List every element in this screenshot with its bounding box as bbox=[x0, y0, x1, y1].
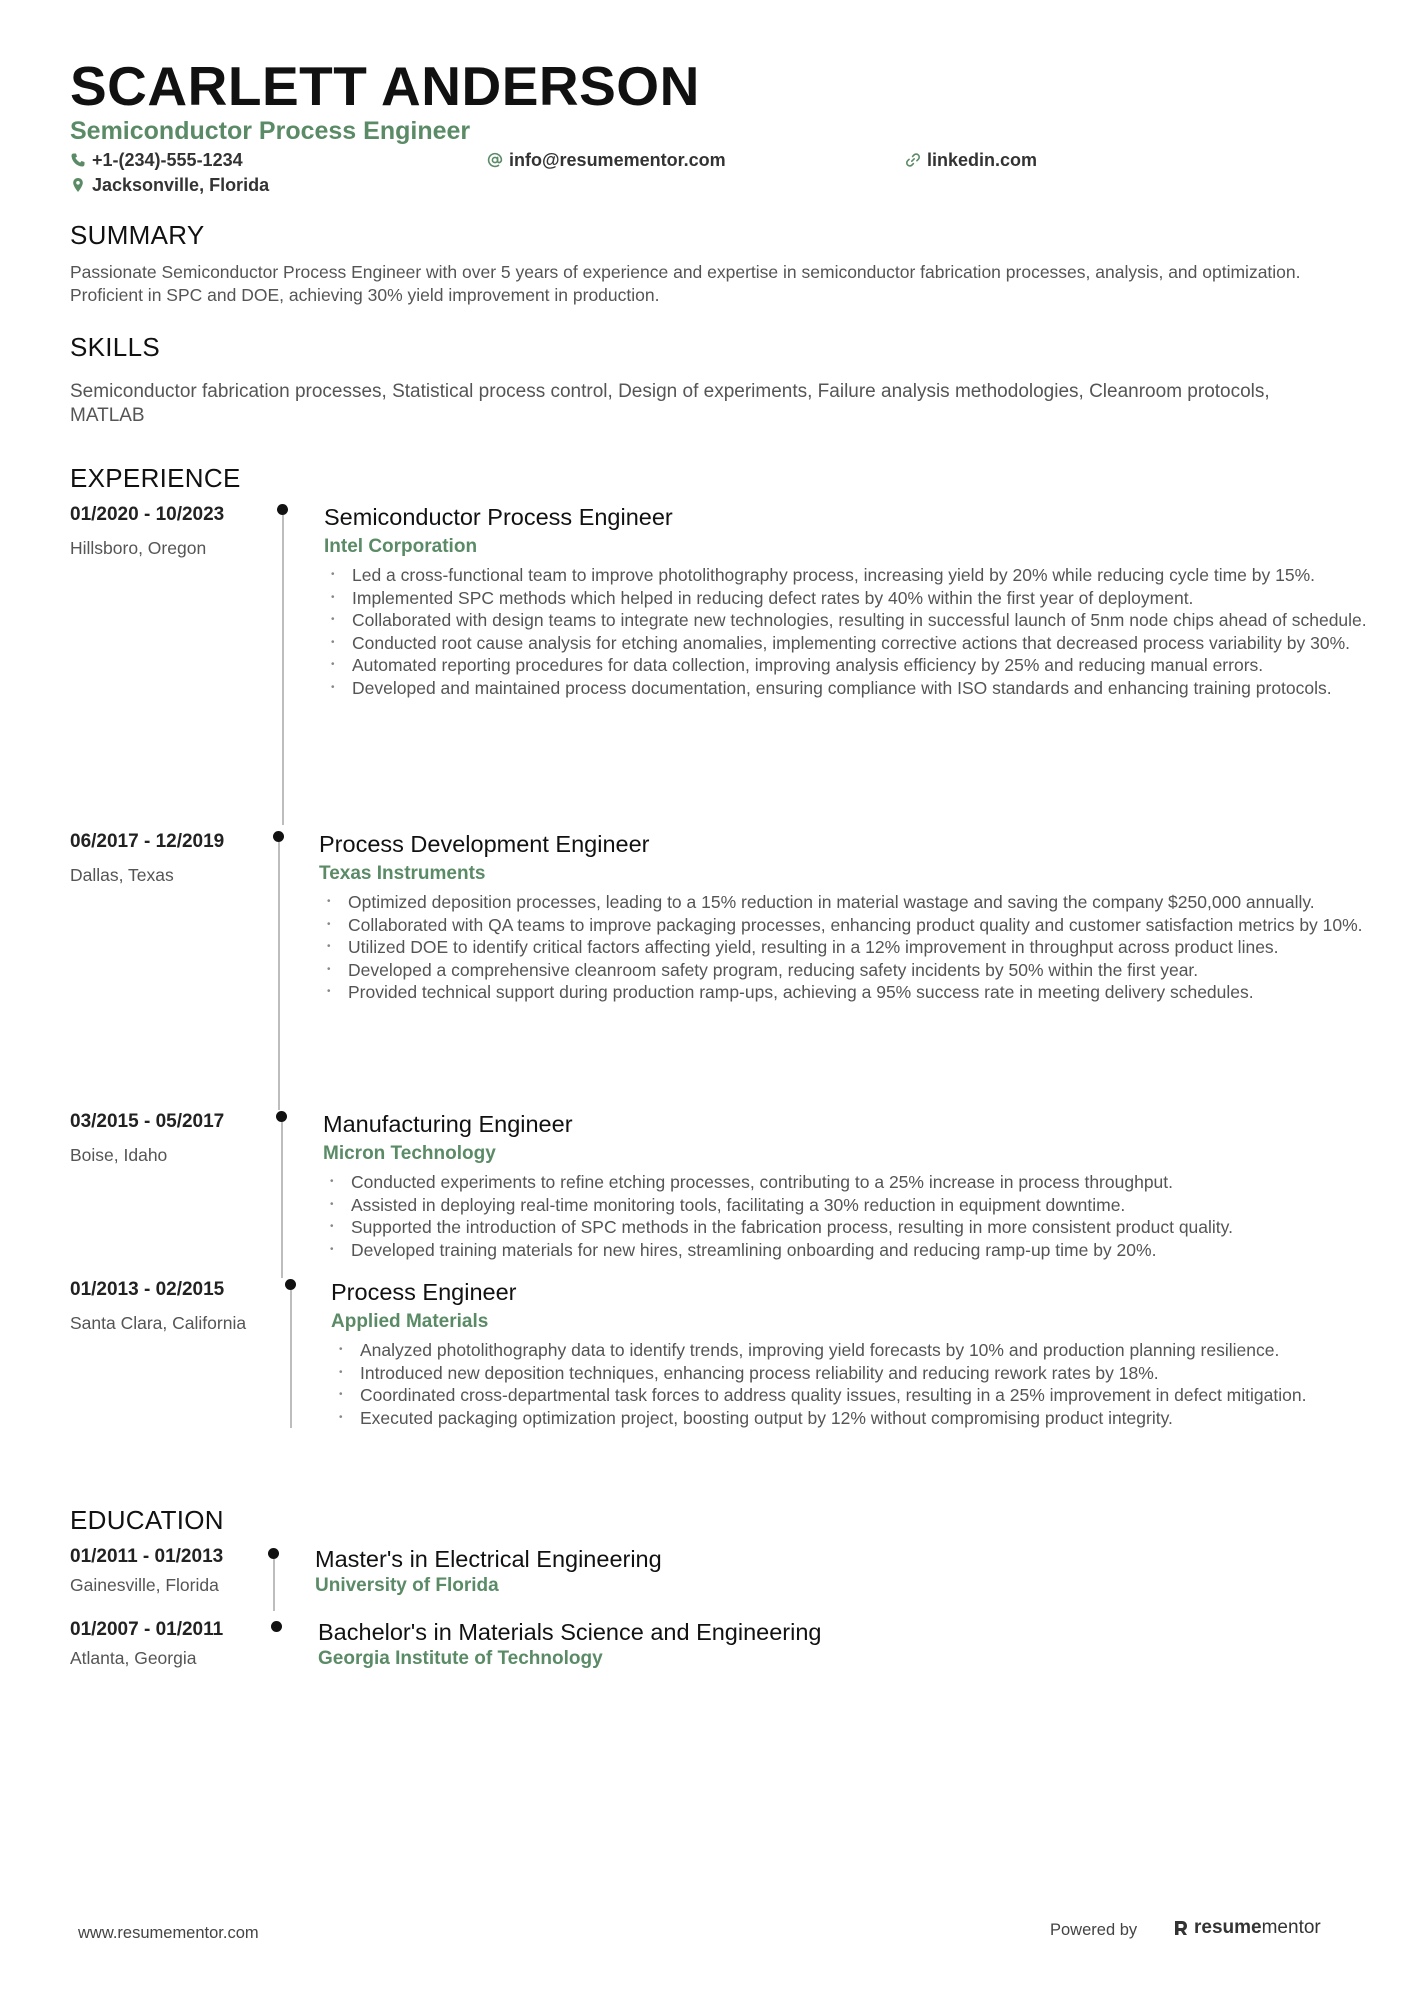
timeline-dot bbox=[273, 831, 284, 842]
timeline-dot bbox=[285, 1279, 296, 1290]
education-dates: 01/2011 - 01/2013 bbox=[70, 1546, 224, 1567]
powered-by-label: Powered by bbox=[1050, 1921, 1138, 1939]
timeline-line bbox=[290, 1290, 292, 1428]
job-title: Semiconductor Process Engineer bbox=[324, 504, 673, 530]
job-title: Process Engineer bbox=[331, 1279, 517, 1305]
resumementor-logo-icon bbox=[1173, 1919, 1189, 1937]
timeline-dot bbox=[271, 1621, 282, 1632]
contact-location bbox=[70, 174, 269, 196]
job-bullets bbox=[324, 891, 1384, 1004]
footer-url[interactable]: www.resumementor.com bbox=[78, 1924, 259, 1942]
summary-heading: SUMMARY bbox=[70, 220, 205, 250]
job-bullets bbox=[328, 564, 1388, 699]
list-item: • Conducted root cause analysis for etching anomalies, implementing corrective actions that decreased process variability by 30%. bbox=[328, 632, 1388, 655]
list-item: • Assisted in deploying real-time monitoring tools, facilitating a 30% reduction in equipment downtime. bbox=[327, 1194, 1387, 1217]
job-location: Boise, Idaho bbox=[70, 1145, 168, 1165]
education-location: Atlanta, Georgia bbox=[70, 1648, 197, 1668]
list-item: • Utilized DOE to identify critical factors affecting yield, resulting in a 12% improvement in throughput across product lines. bbox=[324, 936, 1384, 959]
job-dates: 01/2013 - 02/2015 bbox=[70, 1279, 225, 1300]
contact-email bbox=[487, 149, 726, 171]
education-heading: EDUCATION bbox=[70, 1505, 224, 1535]
education-degree: Master's in Electrical Engineering bbox=[315, 1546, 662, 1572]
job-title: Manufacturing Engineer bbox=[323, 1111, 573, 1137]
job-dates: 06/2017 - 12/2019 bbox=[70, 831, 225, 852]
contact-linkedin bbox=[905, 149, 1037, 171]
job-company: Intel Corporation bbox=[324, 536, 478, 557]
brand-logo[interactable] bbox=[1173, 1916, 1321, 1940]
list-item: • Collaborated with design teams to integrate new technologies, resulting in successful launch of 5nm node chips ahead of schedule. bbox=[328, 609, 1388, 632]
list-item: • Conducted experiments to refine etching processes, contributing to a 25% increase in process throughput. bbox=[327, 1171, 1387, 1194]
summary-text: Passionate Semiconductor Process Engineer with over 5 years of experience and expertise in semiconductor fabrication processes, analysis, and optimization. Proficient in SPC and DOE, achieving 30% yield improvement in production. bbox=[70, 262, 1301, 305]
link-icon bbox=[905, 152, 921, 168]
education-school: Georgia Institute of Technology bbox=[318, 1648, 603, 1669]
list-item: • Collaborated with QA teams to improve packaging processes, enhancing product quality and customer satisfaction metrics by 10%. bbox=[324, 914, 1384, 937]
list-item: • Supported the introduction of SPC methods in the fabrication process, resulting in more consistent product quality. bbox=[327, 1216, 1387, 1239]
list-item: • Developed and maintained process documentation, ensuring compliance with ISO standards and enhancing training protocols. bbox=[328, 677, 1388, 700]
experience-heading: EXPERIENCE bbox=[70, 463, 241, 493]
job-dates: 03/2015 - 05/2017 bbox=[70, 1111, 225, 1132]
brand-name-bold: resume bbox=[1194, 1917, 1262, 1938]
job-company: Micron Technology bbox=[323, 1143, 496, 1164]
job-location: Dallas, Texas bbox=[70, 865, 174, 885]
list-item: • Implemented SPC methods which helped in reducing defect rates by 40% within the first year of deployment. bbox=[328, 587, 1388, 610]
list-item: • Optimized deposition processes, leading to a 15% reduction in material wastage and saving the company $250,000 annually. bbox=[324, 891, 1384, 914]
job-title: Process Development Engineer bbox=[319, 831, 650, 857]
phone-icon bbox=[70, 152, 86, 168]
education-degree: Bachelor's in Materials Science and Engineering bbox=[318, 1619, 822, 1645]
timeline-line bbox=[281, 1122, 283, 1278]
education-location: Gainesville, Florida bbox=[70, 1575, 219, 1595]
timeline-line bbox=[273, 1559, 275, 1611]
contact-phone bbox=[70, 149, 243, 171]
job-bullets bbox=[336, 1339, 1396, 1429]
list-item: • Developed a comprehensive cleanroom safety program, reducing safety incidents by 50% within the first year. bbox=[324, 959, 1384, 982]
timeline-dot bbox=[277, 504, 288, 515]
education-school: University of Florida bbox=[315, 1575, 499, 1596]
candidate-name: SCARLETT ANDERSON bbox=[70, 55, 700, 117]
list-item: • Coordinated cross-departmental task forces to address quality issues, resulting in a 25% improvement in defect mitigation. bbox=[336, 1384, 1396, 1407]
skills-heading: SKILLS bbox=[70, 332, 160, 362]
timeline-line bbox=[282, 515, 284, 825]
job-location: Hillsboro, Oregon bbox=[70, 538, 207, 558]
at-icon bbox=[487, 152, 503, 168]
education-dates: 01/2007 - 01/2011 bbox=[70, 1619, 224, 1640]
list-item: • Led a cross-functional team to improve photolithography process, increasing yield by 20% while reducing cycle time by 15%. bbox=[328, 564, 1388, 587]
job-dates: 01/2020 - 10/2023 bbox=[70, 504, 225, 525]
list-item: • Provided technical support during production ramp-ups, achieving a 95% success rate in meeting delivery schedules. bbox=[324, 981, 1384, 1004]
skills-text: Semiconductor fabrication processes, Statistical process control, Design of experiments, Failure analysis methodologies, Cleanroom protocols, MATLAB bbox=[70, 381, 1270, 426]
timeline-line bbox=[278, 842, 280, 1110]
list-item: • Executed packaging optimization project, boosting output by 12% without compromising product integrity. bbox=[336, 1407, 1396, 1430]
phone-text: +1-(234)-555-1234 bbox=[92, 150, 243, 170]
list-item: • Automated reporting procedures for data collection, improving analysis efficiency by 25% and reducing manual errors. bbox=[328, 654, 1388, 677]
job-company: Texas Instruments bbox=[319, 863, 486, 884]
location-text: Jacksonville, Florida bbox=[92, 175, 270, 195]
brand-name-light: mentor bbox=[1261, 1917, 1321, 1938]
timeline-dot bbox=[268, 1548, 279, 1559]
job-location: Santa Clara, California bbox=[70, 1313, 247, 1333]
timeline-dot bbox=[276, 1111, 287, 1122]
list-item: • Developed training materials for new hires, streamlining onboarding and reducing ramp-up time by 20%. bbox=[327, 1239, 1387, 1262]
location-pin-icon bbox=[70, 177, 86, 193]
list-item: • Introduced new deposition techniques, enhancing process reliability and reducing rework rates by 18%. bbox=[336, 1362, 1396, 1385]
candidate-role: Semiconductor Process Engineer bbox=[70, 117, 471, 145]
list-item: • Analyzed photolithography data to identify trends, improving yield forecasts by 10% and production planning resilience. bbox=[336, 1339, 1396, 1362]
job-bullets bbox=[327, 1171, 1387, 1261]
job-company: Applied Materials bbox=[331, 1311, 489, 1332]
email-text[interactable]: info@resumementor.com bbox=[509, 150, 726, 170]
linkedin-text[interactable]: linkedin.com bbox=[927, 150, 1038, 170]
